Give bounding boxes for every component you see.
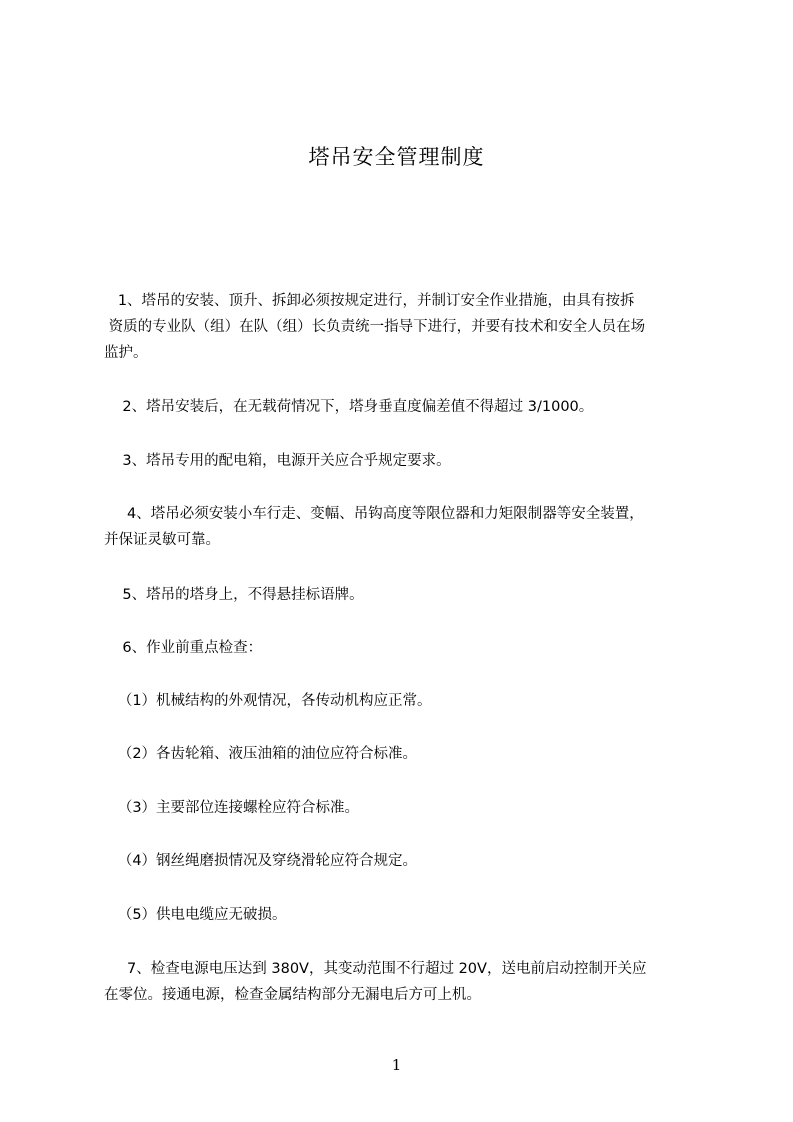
- paragraph-line: 6、作业前重点检查：: [104, 640, 263, 656]
- paragraph-line: 1、塔吊的安装、顶升、拆卸必须按规定进行，并制订安全作业措施，由具有按拆: [104, 293, 635, 309]
- page-number: 1: [391, 1056, 402, 1074]
- check-item-1: [104, 688, 704, 714]
- paragraph-line: 在零位。接通电源，检查金属结构部分无漏电后方可上机。: [104, 987, 481, 1003]
- check-item-4: [104, 848, 704, 874]
- paragraph-7: [104, 956, 704, 1008]
- paragraph-line: 资质的专业队（组）在队（组）长负责统一指导下进行，并要有技术和安全人员在场: [104, 319, 646, 335]
- paragraph-6: [104, 635, 704, 661]
- paragraph-line: 5、塔吊的塔身上，不得悬挂标语牌。: [104, 587, 364, 603]
- paragraph-1: [104, 288, 704, 366]
- paragraph-line: （5）供电电缆应无破损。: [104, 907, 287, 923]
- document-title: 塔吊安全管理制度: [308, 145, 485, 169]
- paragraph-line: 4、塔吊必须安装小车行走、变幅、吊钩高度等限位器和力矩限制器等安全装置，: [104, 506, 644, 522]
- paragraph-line: 7、检查电源电压达到 380V，其变动范围不行超过 20V，送电前启动控制开关应: [104, 961, 647, 977]
- paragraph-line: 3、塔吊专用的配电箱，电源开关应合乎规定要求。: [104, 453, 451, 469]
- check-item-5: [104, 902, 704, 928]
- paragraph-4: [104, 501, 704, 553]
- paragraph-line: 2、塔吊安装后，在无载荷情况下，塔身垂直度偏差值不得超过 3/1000。: [104, 399, 594, 415]
- check-item-3: [104, 795, 704, 821]
- paragraph-line: （3）主要部位连接螺栓应符合标准。: [104, 800, 360, 816]
- paragraph-line: 监护。: [104, 345, 148, 361]
- paragraph-line: 并保证灵敏可靠。: [104, 532, 220, 548]
- paragraph-2: [104, 394, 704, 420]
- paragraph-line: （1）机械结构的外观情况，各传动机构应正常。: [104, 693, 432, 709]
- check-item-2: [104, 741, 704, 767]
- paragraph-3: [104, 448, 704, 474]
- paragraph-line: （2）各齿轮箱、液压油箱的油位应符合标准。: [104, 746, 418, 762]
- paragraph-5: [104, 582, 704, 608]
- paragraph-line: （4）钢丝绳磨损情况及穿绕滑轮应符合规定。: [104, 853, 418, 869]
